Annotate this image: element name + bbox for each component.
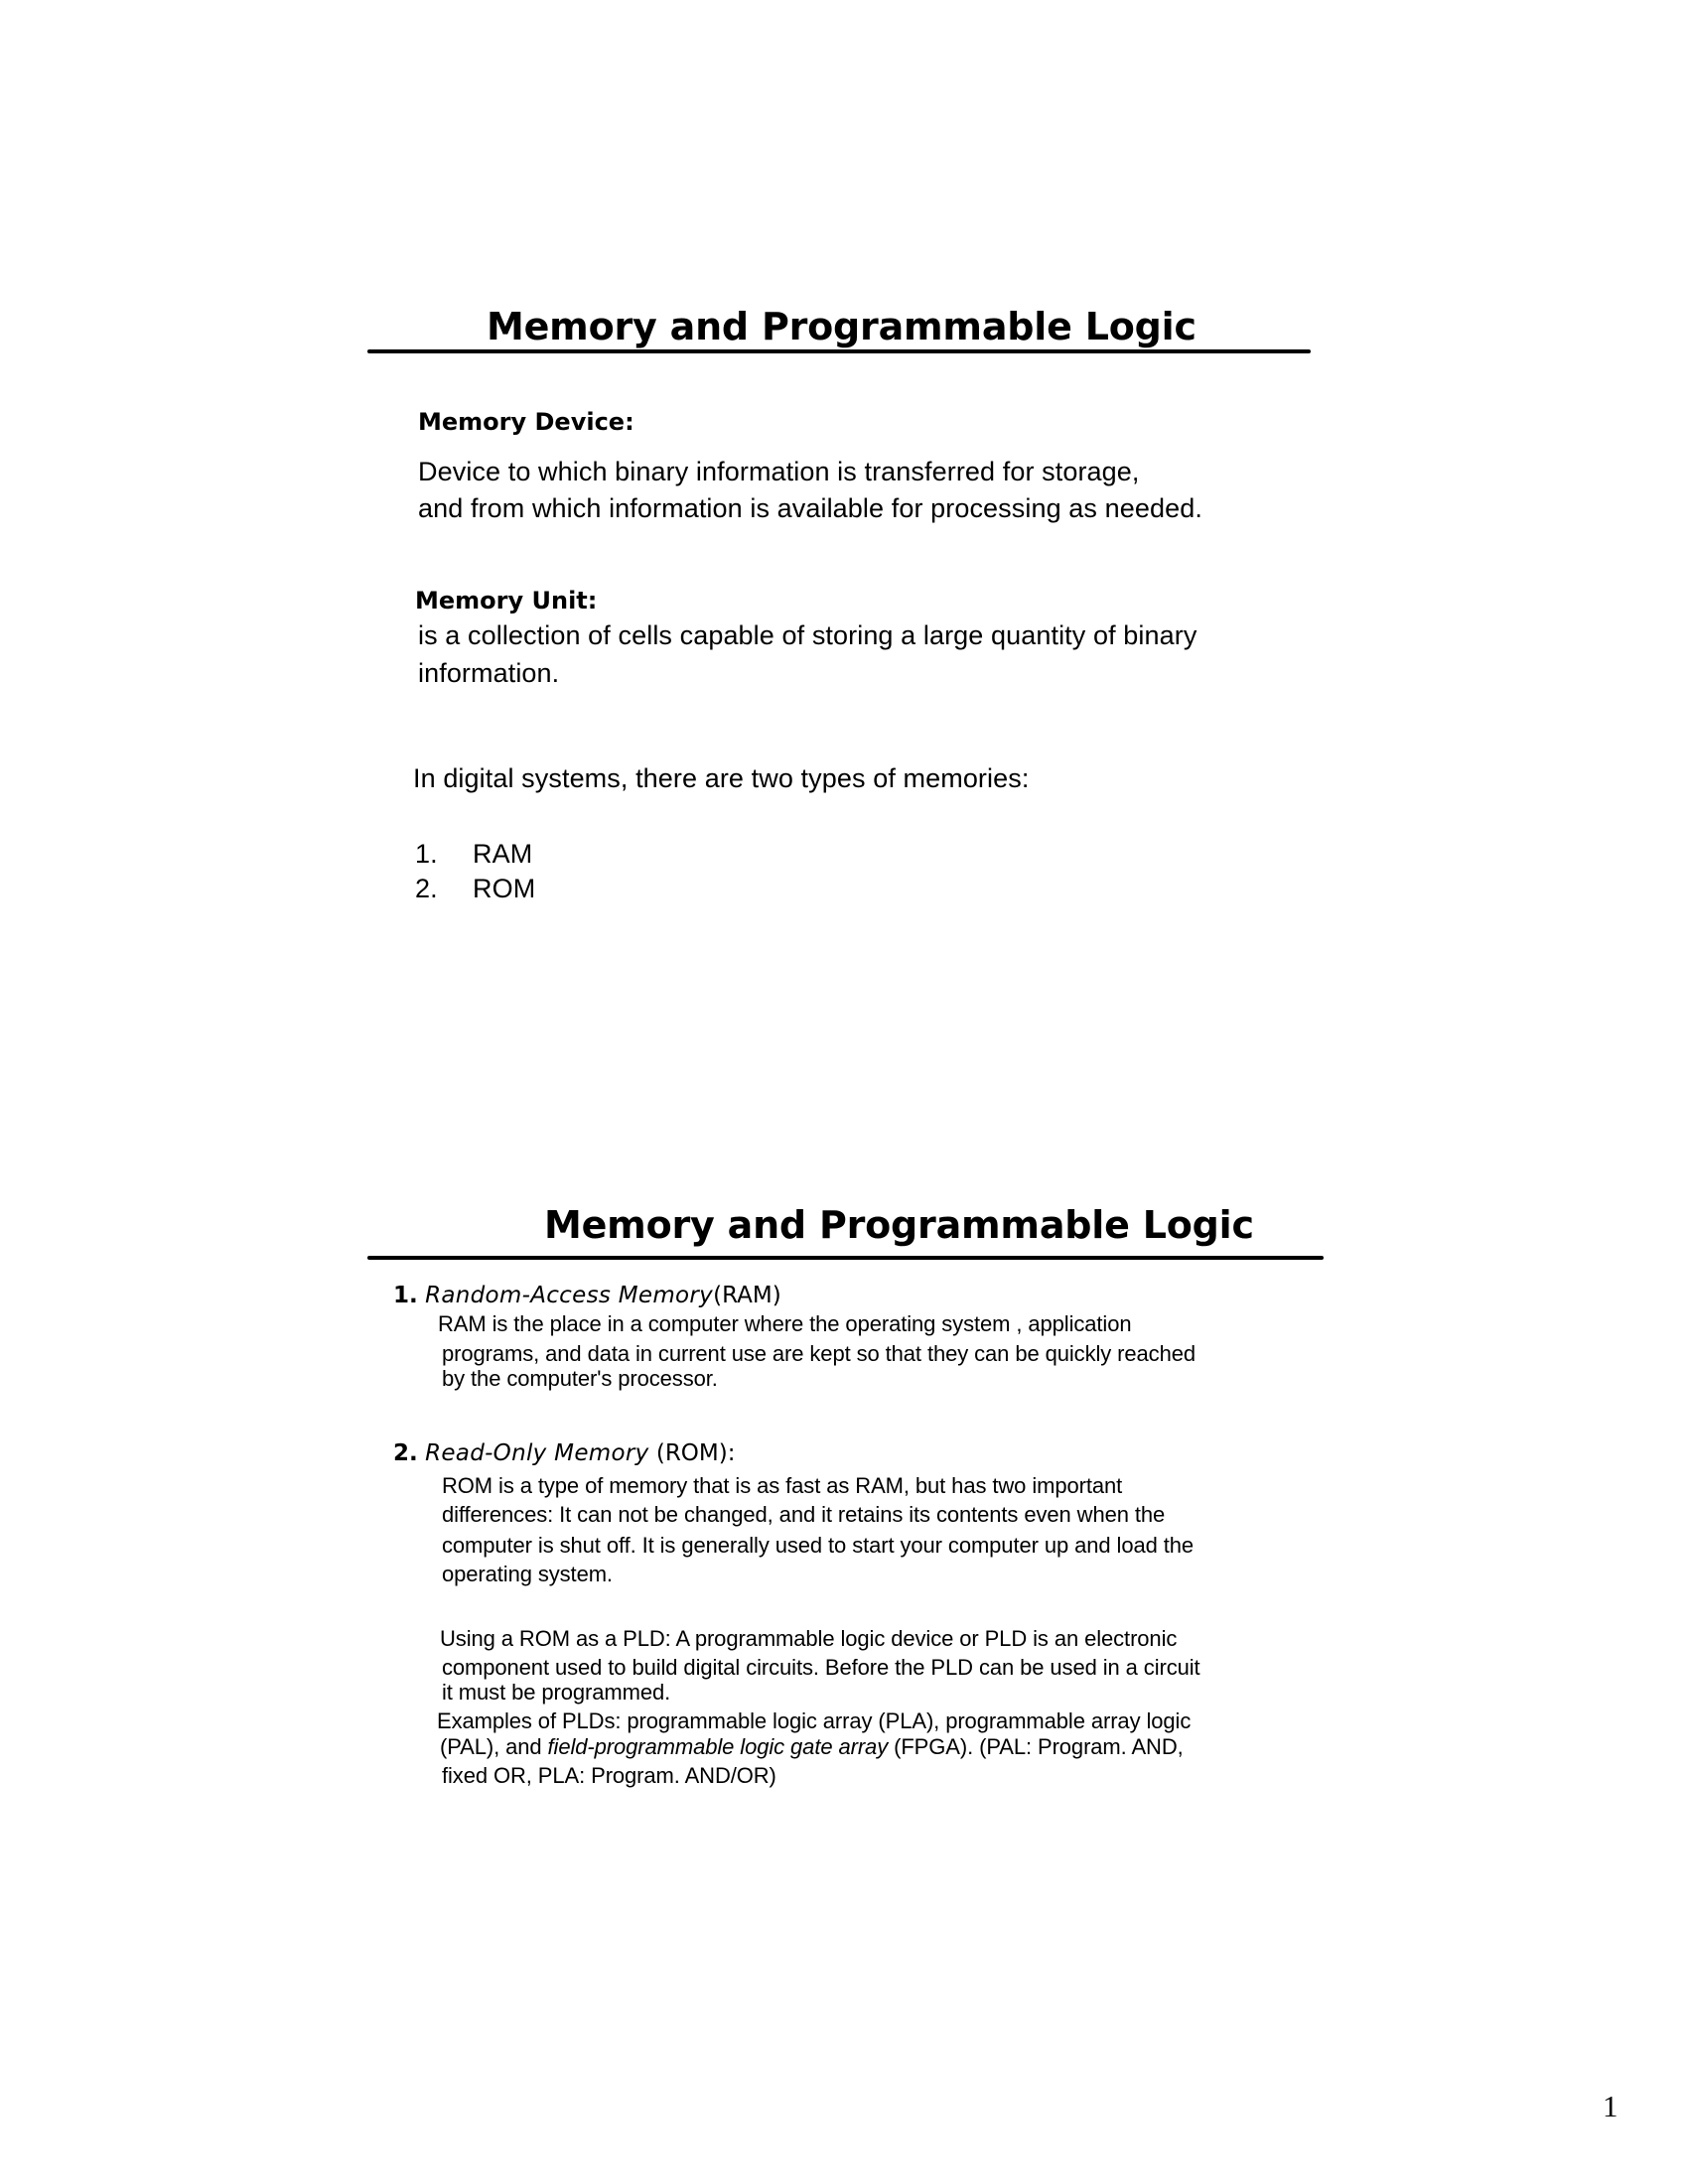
ram-heading-term: Random-Access Memory — [425, 1283, 714, 1308]
ram-text-line: by the computer's processor. — [442, 1366, 718, 1391]
ram-heading — [393, 1285, 781, 1307]
pld-examples-line: fixed OR, PLA: Program. AND/OR) — [442, 1763, 776, 1788]
memory-types-intro: In digital systems, there are two types of memories: — [413, 763, 1030, 793]
rom-text-line: differences: It can not be changed, and it retains its contents even when the — [442, 1502, 1166, 1527]
pld-examples-line — [440, 1736, 1184, 1758]
list-item-label: RAM — [473, 839, 533, 869]
ram-heading-abbr: (RAM) — [713, 1283, 781, 1308]
rom-text-line: operating system. — [442, 1562, 613, 1586]
rom-heading-abbr: (ROM): — [655, 1440, 736, 1466]
pld-text-line: Using a ROM as a PLD: A programmable logic device or PLD is an electronic — [440, 1626, 1178, 1651]
memory-unit-heading: Memory Unit: — [415, 587, 598, 614]
memory-device-text-line: Device to which binary information is transferred for storage, — [418, 457, 1140, 486]
rom-text-line: ROM is a type of memory that is as fast as RAM, but has two important — [442, 1473, 1123, 1498]
page-number: 1 — [1603, 2089, 1618, 2123]
pld-examples-text: (PAL), and — [440, 1734, 548, 1759]
list-item-number: 2. — [415, 874, 438, 903]
pld-text-line: it must be programmed. — [442, 1680, 671, 1705]
memory-unit-text-line: is a collection of cells capable of storing a large quantity of binary — [418, 620, 1197, 650]
ram-text-line: RAM is the place in a computer where the operating system , application — [438, 1311, 1132, 1336]
list-item-number: 1. — [415, 839, 438, 869]
slide-2-title: Memory and Programmable Logic — [544, 1203, 1254, 1247]
title-underline — [367, 1256, 1324, 1260]
title-underline — [367, 349, 1311, 353]
list-item-label: ROM — [473, 874, 536, 903]
rom-text-line: computer is shut off. It is generally used to start your computer up and load the — [442, 1533, 1195, 1558]
pld-examples-text: (FPGA). (PAL: Program. AND, — [888, 1734, 1184, 1759]
slide-1-title: Memory and Programmable Logic — [487, 305, 1196, 348]
memory-device-heading: Memory Device: — [418, 408, 634, 436]
ram-heading-number: 1. — [393, 1283, 418, 1308]
memory-device-text-line: and from which information is available for processing as needed. — [418, 493, 1202, 523]
memory-unit-text-line: information. — [418, 658, 560, 688]
ram-text-line: programs, and data in current use are kept so that they can be quickly reached — [442, 1341, 1196, 1366]
rom-heading-term: Read-Only Memory — [425, 1440, 649, 1466]
rom-heading-number: 2. — [393, 1440, 418, 1466]
pld-examples-line: Examples of PLDs: programmable logic array (PLA), programmable array logic — [437, 1708, 1192, 1733]
pld-text-line: component used to build digital circuits. Before the PLD can be used in a circuit — [442, 1655, 1200, 1680]
rom-heading — [393, 1442, 735, 1465]
fpga-term: field-programmable logic gate array — [547, 1734, 889, 1759]
